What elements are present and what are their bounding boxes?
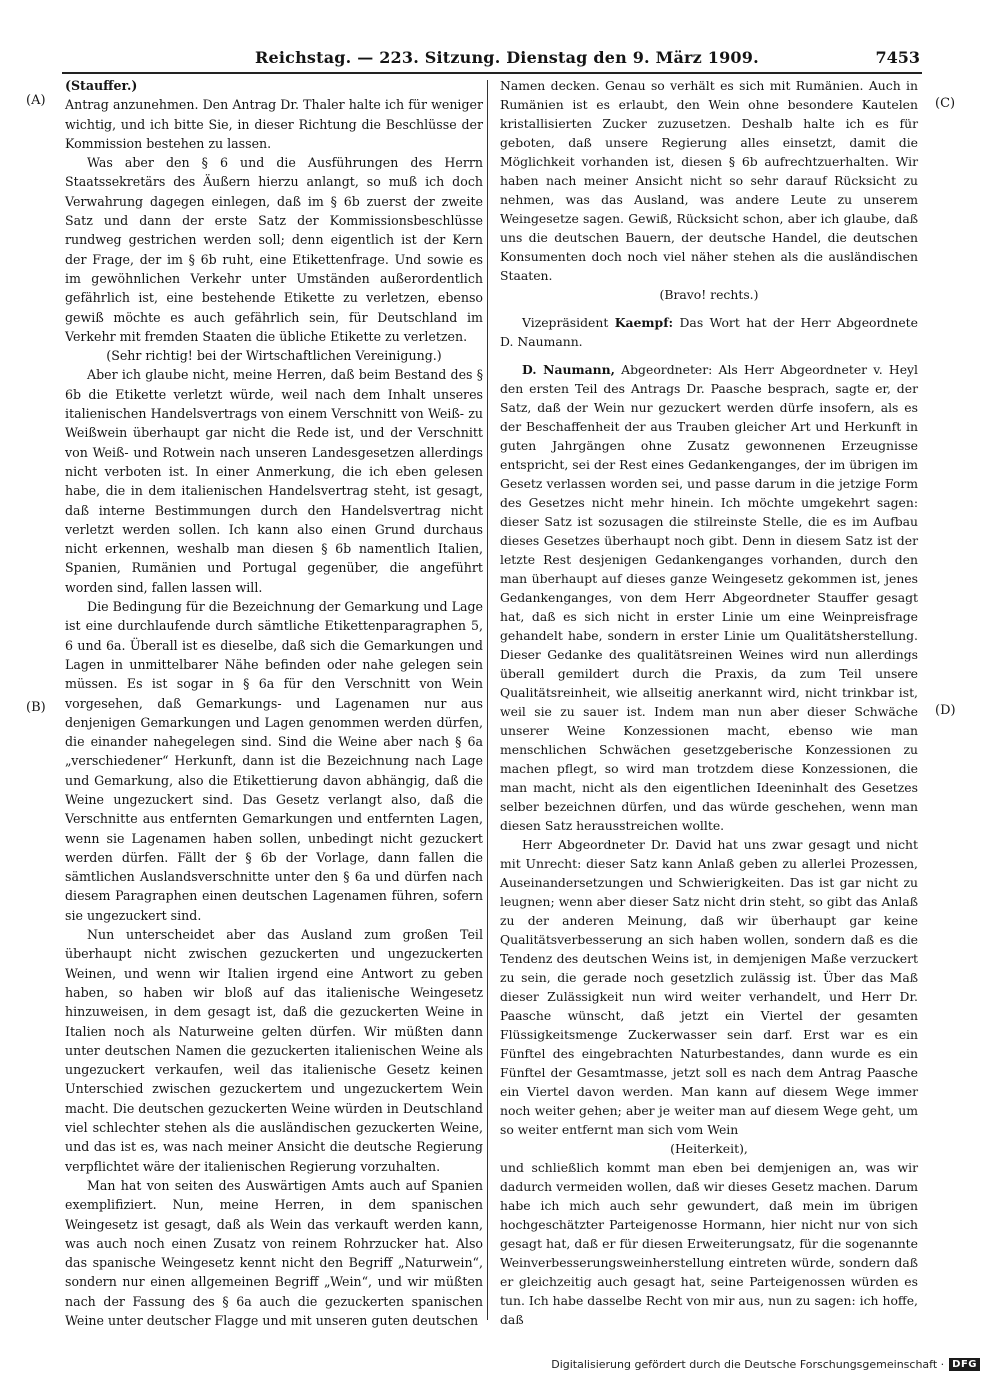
column-divider — [487, 80, 488, 1320]
digitization-footer — [551, 1355, 980, 1373]
paragraph: Herr Abgeordneter Dr. David hat uns zwar gesagt und nicht mit Unrecht: dieser Satz kann Anlaß geben zu allerlei Prozessen, Auseinandersetzungen und Schwierigkeiten. Das ist gar nicht zu leugnen; wenn aber dieser Satz nicht drin steht, so gibt das Anlaß zu der anderen Meinung, daß wir überhaupt gar keine Qualitätsverbesserung an sich haben wollen, sondern daß es die Tendenz des deutschen Weins ist, in demjenigen Maße verzuckert zu sein, die gerade noch gesetzlich zulässig ist. Über das Maß dieser Zulässigkeit nun wird weiter verhandelt, und Herr Dr. Paasche wünscht, daß jetzt ein Viertel der gesamten Flüssigkeitsmenge Zuckerwasser sein darf. Erst war es ein Fünftel des eingebrachten Naturbestandes, dann wurde es ein Fünftel der Gesamtmasse, jetzt soll es nach dem Antrag Paasche ein Viertel davon werden. Man kann auf diesem Wege immer noch weiter gehen; aber je weiter man auf diesem Wege geht, um so weiter entfernt man sich vom Wein — [500, 837, 918, 1137]
speaker-name: D. Naumann, — [522, 362, 615, 377]
margin-mark-b: (B) — [26, 700, 46, 715]
statement-text: Das Wort hat der Herr Abgeordnete D. Naumann. — [500, 315, 918, 349]
vice-president-statement — [500, 313, 918, 351]
speech-text: Abgeordneter: Als Herr Abgeordneter v. Heyl den ersten Teil des Antrags Dr. Paasche besprach, sagte er, der Satz, daß der Wein nur gezuckert werden dürfe insofern, als es der Beschaffenheit der aus Trauben gleicher Art und Herkunft in guten Jahrgängen ohne Zusatz gewonnenen Erzeugnisse entspricht, sei der Rest eines Gedankenganges, der im übrigen im Gesetz verlassen worden sei, und passe darum in die jetzige Form des Gesetzes nicht mehr hinein. Ich möchte umgekehrt sagen: dieser Satz ist sozusagen die stilreinste Stelle, die es im Aufbau dieses Gesetzes überhaupt noch gibt. Denn in diesem Satz ist der letzte Rest desjenigen Gedankenganges vorhanden, durch den man überhaupt auf dieses ganze Weingesetz gekommen ist, jenes Gedankenganges, von dem Herr Abgeordneter Stauffer gesagt hat, daß es sich nicht in erster Linie um eine Weinpreisfrage gehandelt habe, sondern in erster Linie um Qualitätsherstellung. Dieser Gedanke des qualitätsreinen Weines wird nun allerdings überall gemildert durch die Praxis, da zum Teil unsere Qualitätsreinheit, wie allseitig anerkannt wird, nicht trinkbar ist, weil sie zu sauer ist. Indem man nun aber dieser Schwäche unserer Weine Konzessionen macht, ebenso wie man menschlichen Schwächen gesetzgeberische Konzessionen zu machen pflegt, so wird man trotzdem diese Konzessionen, die man macht, nicht als den eigentlichen Ideeninhalt des Gesetzes selber bezeichnen dürfen, und das würde geschehen, wenn man diesen Satz herausstreichen wollte. — [500, 362, 918, 833]
header-rule — [62, 72, 922, 74]
paragraph: Nun unterscheidet aber das Ausland zum großen Teil überhaupt nicht zwischen gezuckerten und ungezuckerten Weinen, und wenn wir Italien irgend eine Antwort zu geben haben, so haben wir bloß auf das italienische Weingesetz hinzuweisen, in dem gesagt ist, daß die gezuckerten Weine in Italien noch als Naturweine gelten dürfen. Wir müßten dann unter deutschen Namen die gezuckerten italienischen Weine als ungezuckert verkaufen, weil das italienische Gesetz keinen Unterschied zwischen gezuckertem und ungezuckertem Wein macht. Die deutschen gezuckerten Weine würden in Deutschland viel schlechter stehen als die ausländischen gezuckerten Weine, und das ist es, was nach meiner Ansicht die deutsche Regierung verpflichtet wäre der italienischen Regierung vorzuhalten. — [65, 927, 483, 1174]
left-column — [65, 76, 483, 1330]
speaker-label: (Stauffer.) — [65, 78, 138, 93]
paragraph: Namen decken. Genau so verhält es sich mit Rumänien. Auch in Rumänien ist es erlaubt, den Wein ohne besondere Kautelen kristallisierten Zucker zuzusetzen. Deshalb halte ich es für geboten, daß unsere Regierung alles einsetzt, damit die Möglichkeit vorhanden ist, diesen § 6b aufrechtzuerhalten. Wir haben nach meiner Ansicht nicht so sehr darauf Rücksicht zu nehmen, was das Ausland, was andere Leute zu unserem Weingesetze sagen. Gewiß, Rücksicht schon, aber ich glaube, daß uns die deutschen Bauern, der deutsche Handel, die deutschen Konsumenten doch noch viel näher stehen als die ausländischen Staaten. — [500, 78, 918, 283]
interjection: (Heiterkeit), — [670, 1141, 748, 1156]
speaker-name: Kaempf: — [614, 315, 674, 330]
interjection: (Sehr richtig! bei der Wirtschaftlichen Vereinigung.) — [106, 348, 442, 364]
footer-text: Digitalisierung gefördert durch die Deutsche Forschungsgemeinschaft · — [551, 1357, 945, 1371]
right-column — [500, 76, 918, 1329]
margin-mark-a: (A) — [26, 93, 46, 108]
naumann-speech — [500, 360, 918, 835]
paragraph: Man hat von seiten des Auswärtigen Amts auch auf Spanien exemplifiziert. Nun, meine Herren, in dem spanischen Weingesetz ist gesagt, daß als Wein das verkauft werden kann, was auch noch einen Zusatz von reinem Rohrzucker hat. Also das spanische Weingesetz kennt nicht den Begriff „Naturwein“, sondern nur einen allgemeinen Begriff „Wein“, und wir müßten nach der Fassung des § 6a auch die gezuckerten spanischen Weine unter deutscher Flagge und mit unseren guten deutschen — [65, 1177, 483, 1328]
page-header — [60, 44, 920, 74]
speaker-title: Vizepräsident — [522, 315, 609, 330]
dfg-logo: DFG — [949, 1358, 980, 1371]
margin-mark-d: (D) — [935, 703, 956, 718]
paragraph: Die Bedingung für die Bezeichnung der Gemarkung und Lage ist eine durchlaufende durch sämtliche Etikettenparagraphen 5, 6 und 6a. Überall ist es dieselbe, daß sich die Gemarkungen und Lagen in unmittelbarer Nähe befinden oder nahe gelegen sein müssen. Es ist sogar in § 6a für den Verschnitt von Wein vorgesehen, daß Gemarkungs- und Lagenamen nur aus denjenigen Gemarkungen und Lagen genommen werden dürfen, die einander nahegelegen sind. Sind die Weine aber nach § 6a „verschiedener“ Herkunft, dann ist die Bezeichnung nach Lage und Gemarkung, also die Etikettierung davon abhängig, daß die Weine ungezuckert sind. Das Gesetz verlangt also, daß die Verschnitte aus entfernten Gemarkungen und entfernten Lagen, wenn sie Lagenamen haben sollen, unbedingt nicht gezuckert werden dürfen. Fällt der § 6b der Vorlage, dann fallen die sämtlichen Auslandsverschnitte unter den § 6a und dürfen nach diesem Paragraphen einen deutschen Lagenamen führen, sofern sie ungezuckert sind. — [65, 599, 483, 923]
paragraph: Antrag anzunehmen. Den Antrag Dr. Thaler halte ich für weniger wichtig, und ich bitte Sie, in dieser Richtung die Beschlüsse der Kommission bestehen zu lassen. — [65, 97, 483, 151]
paragraph: Aber ich glaube nicht, meine Herren, daß beim Bestand des § 6b die Etikette verletzt würde, weil nach dem Inhalt unseres italienischen Handelsvertrags von einem Verschnitt von Weiß- zu Weißwein überhaupt gar nicht die Rede ist, und der Verschnitt von Weiß- und Rotwein nach unseren Landesgesetzen allerdings nicht verboten ist. In einer Anmerkung, die ich eben gelesen habe, die in dem italienischen Handelsvertrag steht, ist gesagt, daß interne Bestimmungen durch den Handelsvertrag nicht verletzt werden sollen. Ich kann also einen Grund durchaus nicht erkennen, weshalb man diesen § 6b namentlich Italien, Spanien, Rumänien und Portugal gegenüber, die angeführt worden sind, fallen lassen will. — [65, 367, 483, 595]
header-title: Reichstag. — 223. Sitzung. Dienstag den 9. März 1909. — [255, 48, 759, 67]
paragraph: Was aber den § 6 und die Ausführungen des Herrn Staatssekretärs des Äußern hierzu anlangt, so muß ich doch Verwahrung dagegen einlegen, daß im § 6b zuerst der zweite Satz und dann der erste Satz der Kommissionsbeschlüsse rundweg gestrichen werden soll; denn eigentlich ist der Kern der Frage, der im § 6b ruht, eine Etikettenfrage. Und sowie es im gewöhnlichen Verkehr unter Umständen außerordentlich gefährlich ist, eine bestehende Etikette zu verletzen, ebenso gewiß möchte es auch gefährlich sein, für Deutschland im Verkehr mit fremden Staaten die übliche Etikette zu verletzen. — [65, 155, 483, 344]
paragraph: und schließlich kommt man eben bei demjenigen an, was wir dadurch vermeiden wollen, daß wir dieses Gesetz machen. Darum habe ich mich auch sehr gewundert, daß mein im übrigen hochgeschätzter Parteigenosse Hormann, hier nicht nur von sich gesagt hat, daß er für diesen Erweiterungsatz, für die sogenannte Weinverbesserungsweinherstellung eintreten würde, sondern daß er gleichzeitig auch gesagt hat, seine Parteigenossen würden es tun. Ich habe dasselbe Recht von mir aus, nun zu sagen: ich hoffe, daß — [500, 1160, 918, 1327]
interjection: (Bravo! rechts.) — [659, 287, 759, 302]
page-number: 7453 — [875, 48, 920, 67]
margin-mark-c: (C) — [935, 96, 956, 111]
